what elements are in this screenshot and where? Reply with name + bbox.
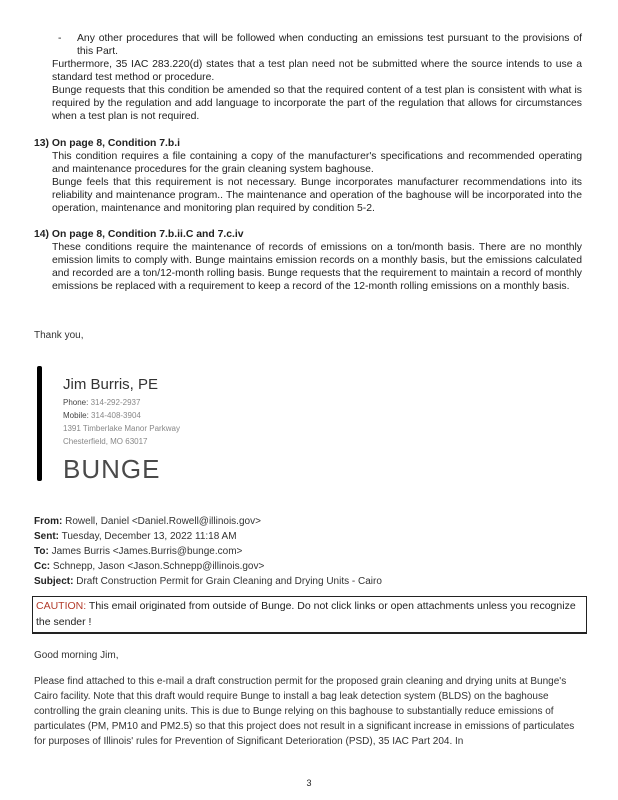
signature-block [63, 374, 180, 485]
signature-bar [37, 366, 42, 481]
to-value: James Burris <James.Burris@bunge.com> [51, 546, 243, 557]
paragraph: Furthermore, 35 IAC 283.220(d) states that a test plan need not be submitted where the source intends to use a standard test method or procedure. [52, 59, 582, 83]
page-number: 3 [306, 778, 312, 788]
caution-label: CAUTION: [36, 600, 87, 612]
from-label: From: [34, 516, 63, 527]
paragraph: These conditions require the maintenance of records of emissions on a ton/month basis. There are no monthly emission limits to comply with. Bunge maintains emission records on a monthly basis, but the emissions calculated and recorded are a ton/12-month rolling basis. Bunge requests that the requirement to maintain a record of monthly emissions be replaced with a requirement to keep a record of the 12-month rolling emissions on a monthly basis. [52, 242, 582, 292]
bullet-text: Any other procedures that will be followed when conducting an emissions test pursuant to the provisions of this Part. [77, 33, 582, 57]
greeting: Good morning Jim, [34, 650, 119, 661]
closing: Thank you, [34, 330, 84, 341]
item-heading: 14) On page 8, Condition 7.b.ii.C and 7.c.iv [34, 229, 244, 240]
bullet-item [34, 32, 582, 58]
item-14 [34, 228, 582, 293]
phone-number: 314-292-2937 [90, 398, 141, 407]
from-value: Rowell, Daniel <Daniel.Rowell@illinois.gov> [65, 516, 261, 527]
email-headers [34, 514, 582, 589]
sent-label: Sent: [34, 531, 59, 542]
bullet-marker: - [58, 33, 62, 44]
cc-label: Cc: [34, 561, 51, 572]
subject-label: Subject: [34, 576, 74, 587]
email-body: Please find attached to this e-mail a draft construction permit for the proposed grain cleaning and drying units at Bunge's Cairo facility. Note that this draft would require Bunge to install a bag leak detection system (BLDS) on the baghouse controlling the grain cleaning units. This is due to Bunge relying on this baghouse to substantially reduce emissions of particulates (PM, PM10 and PM2.5) so that this project does not result in a significant increase in emissions of particulates for purposes of Illinois' rules for Prevention of Significant Deterioration (PSD), 35 IAC Part 204. In [34, 676, 575, 747]
bunge-logo: BUNGE [63, 454, 161, 484]
item-heading: 13) On page 8, Condition 7.b.i [34, 138, 181, 149]
signature-name: Jim Burris, PE [63, 376, 159, 393]
paragraph: Bunge requests that this condition be amended so that the required content of a test plan is consistent with what is required by the regulation and add language to incorporate the part of the regulation that allows for circumstances when a test plan is not required. [52, 85, 582, 122]
cc-value: Schnepp, Jason <Jason.Schnepp@illinois.gov> [52, 561, 265, 572]
paragraph: This condition requires a file containing a copy of the manufacturer's specifications and recommended operating and maintenance procedures for the grain cleaning system baghouse. [52, 151, 582, 175]
subject-value: Draft Construction Permit for Grain Cleaning and Drying Units - Cairo [76, 576, 382, 587]
test-plan-section [34, 32, 582, 123]
paragraph: Bunge feels that this requirement is not necessary. Bunge incorporates manufacturer recommendations into its reliability and maintenance program.. The maintenance and operation of the baghouse will be incorporated into the operation, maintenance and monitoring plan required by condition 5-2. [52, 177, 582, 214]
address-line-1: 1391 Timberlake Manor Parkway [63, 424, 180, 433]
to-label: To: [34, 546, 49, 557]
address-line-2: Chesterfield, MO 63017 [63, 437, 148, 446]
caution-text: This email originated from outside of Bunge. Do not click links or open attachments unless you recognize the sender ! [36, 600, 576, 628]
item-13 [34, 137, 582, 215]
mobile-number: 314-408-3904 [91, 411, 141, 420]
sent-value: Tuesday, December 13, 2022 11:18 AM [61, 531, 237, 542]
phone-label: Phone: [63, 398, 89, 407]
mobile-label: Mobile: [63, 411, 89, 420]
caution-banner [32, 596, 587, 634]
